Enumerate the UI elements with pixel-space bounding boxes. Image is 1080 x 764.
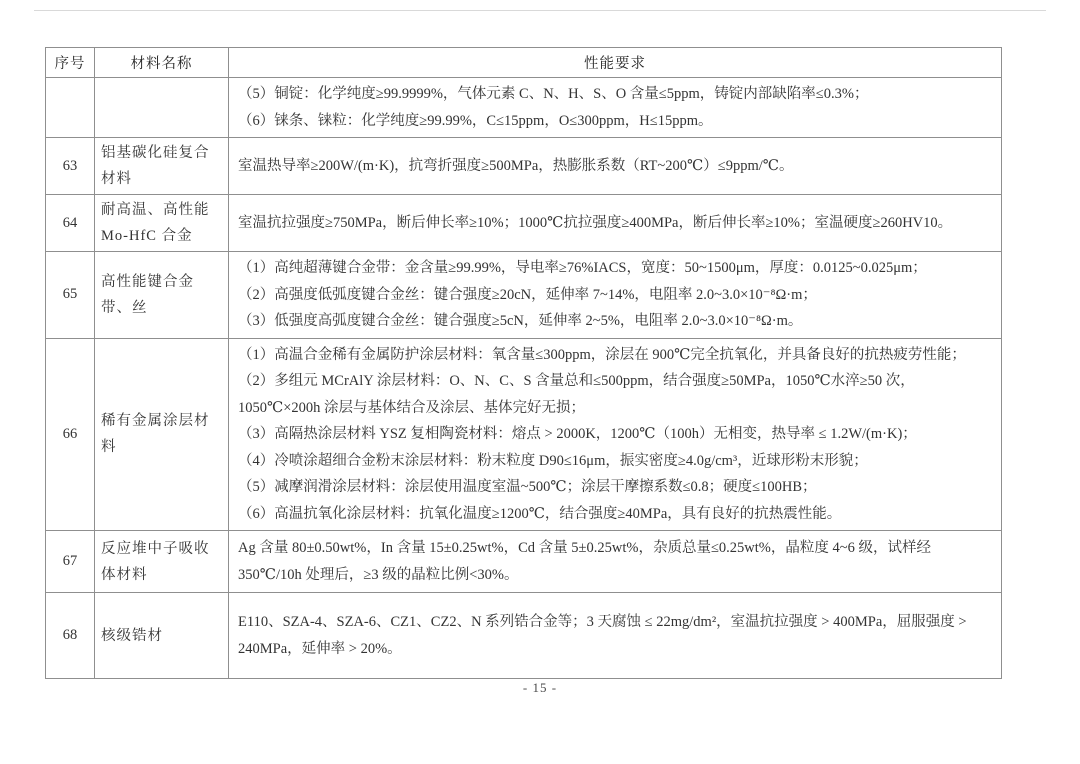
row-index: 64 — [46, 195, 95, 252]
header-material-name: 材料名称 — [95, 48, 229, 78]
requirement-line: （3）高隔热涂层材料 YSZ 复相陶瓷材料：熔点 > 2000K，1200℃（100h）无相变，热导率 ≤ 1.2W/(m·K)； — [238, 426, 917, 442]
row-material-name: 铝基碳化硅复合材料 — [95, 138, 229, 195]
table-row — [46, 593, 1002, 679]
requirement-line: （2）高强度低弧度键合金丝：键合强度≥20cN，延伸率 7~14%，电阻率 2.0~3.0×10⁻⁸Ω·m； — [238, 286, 817, 303]
row-index: 63 — [46, 138, 95, 195]
requirement-line: （1）高纯超薄键合金带：金含量≥99.99%，导电率≥76%IACS，宽度：50~1500μm，厚度：0.0125~0.025μm； — [238, 260, 927, 276]
page-top-divider — [34, 10, 1046, 11]
row-material-name: 高性能键合金带、丝 — [95, 252, 229, 339]
table-row — [46, 195, 1002, 252]
requirement-line: 室温抗拉强度≥750MPa，断后伸长率≥10%；1000℃抗拉强度≥400MPa，断后伸长率≥10%；室温硬度≥260HV10。 — [238, 214, 953, 231]
row-index — [46, 78, 95, 138]
row-requirement — [229, 78, 1002, 138]
row-material-name: 稀有金属涂层材料 — [95, 338, 229, 531]
table-row — [46, 338, 1002, 531]
row-requirement — [229, 138, 1002, 195]
table-row — [46, 138, 1002, 195]
requirement-line: （6）高温抗氧化涂层材料：抗氧化温度≥1200℃，结合强度≥40MPa，具有良好的抗热震性能。 — [238, 505, 842, 522]
row-index: 68 — [46, 593, 95, 679]
table-row — [46, 531, 1002, 593]
row-index: 65 — [46, 252, 95, 339]
requirement-line: E110、SZA-4、SZA-6、CZ1、CZ2、N 系列锆合金等；3 天腐蚀 ≤ 22mg/dm²，室温抗拉强度 > 400MPa，屈服强度 > 240MPa，延伸率 > 20%。 — [238, 614, 967, 657]
row-index: 67 — [46, 531, 95, 593]
row-material-name: 耐高温、高性能 Mo-HfC 合金 — [95, 195, 229, 252]
header-index: 序号 — [46, 48, 95, 78]
row-requirement — [229, 195, 1002, 252]
row-requirement — [229, 252, 1002, 339]
requirement-line: （1）高温合金稀有金属防护涂层材料：氧含量≤300ppm，涂层在 900℃完全抗氧化，并具备良好的抗热疲劳性能； — [238, 346, 966, 363]
row-requirement — [229, 338, 1002, 531]
row-material-name: 核级锆材 — [95, 593, 229, 679]
row-material-name: 反应堆中子吸收体材料 — [95, 531, 229, 593]
requirement-line: （6）铼条、铼粒：化学纯度≥99.99%，C≤15ppm，O≤300ppm，H≤15ppm。 — [238, 112, 713, 129]
requirement-line: （2）多组元 MCrAlY 涂层材料：O、N、C、S 含量总和≤500ppm，结合强度≥50MPa，1050℃水淬≥50 次，1050℃×200h 涂层与基体结合及涂层、基体完好无损； — [238, 373, 915, 416]
material-spec-table — [45, 47, 1002, 679]
row-material-name — [95, 78, 229, 138]
row-index: 66 — [46, 338, 95, 531]
header-requirement: 性能要求 — [229, 48, 1002, 78]
requirement-line: （4）冷喷涂超细合金粉末涂层材料：粉末粒度 D90≤16μm，振实密度≥4.0g/cm³，近球形粉末形貌； — [238, 452, 868, 469]
table-row — [46, 252, 1002, 339]
requirement-line: （3）低强度高弧度键合金丝：键合强度≥5cN，延伸率 2~5%，电阻率 2.0~3.0×10⁻⁸Ω·m。 — [238, 313, 803, 329]
page-number: - 15 - — [522, 680, 558, 695]
requirement-line: 室温热导率≥200W/(m·K)，抗弯折强度≥500MPa，热膨胀系数（RT~200℃）≤9ppm/℃。 — [238, 157, 794, 174]
requirement-line: （5）减摩润滑涂层材料：涂层使用温度室温~500℃；涂层干摩擦系数≤0.8；硬度≤100HB； — [238, 479, 817, 495]
requirement-line: （5）铜锭：化学纯度≥99.9999%，气体元素 C、N、H、S、O 含量≤5ppm，铸锭内部缺陷率≤0.3%； — [238, 86, 869, 102]
table-row — [46, 78, 1002, 138]
requirement-line: Ag 含量 80±0.50wt%，In 含量 15±0.25wt%，Cd 含量 5±0.25wt%，杂质总量≤0.25wt%，晶粒度 4~6 级，试样经 350℃/10h 处理后，≥3 级的晶粒比例<30%。 — [238, 540, 931, 583]
table-header-row — [46, 48, 1002, 78]
row-requirement — [229, 531, 1002, 593]
row-requirement — [229, 593, 1002, 679]
